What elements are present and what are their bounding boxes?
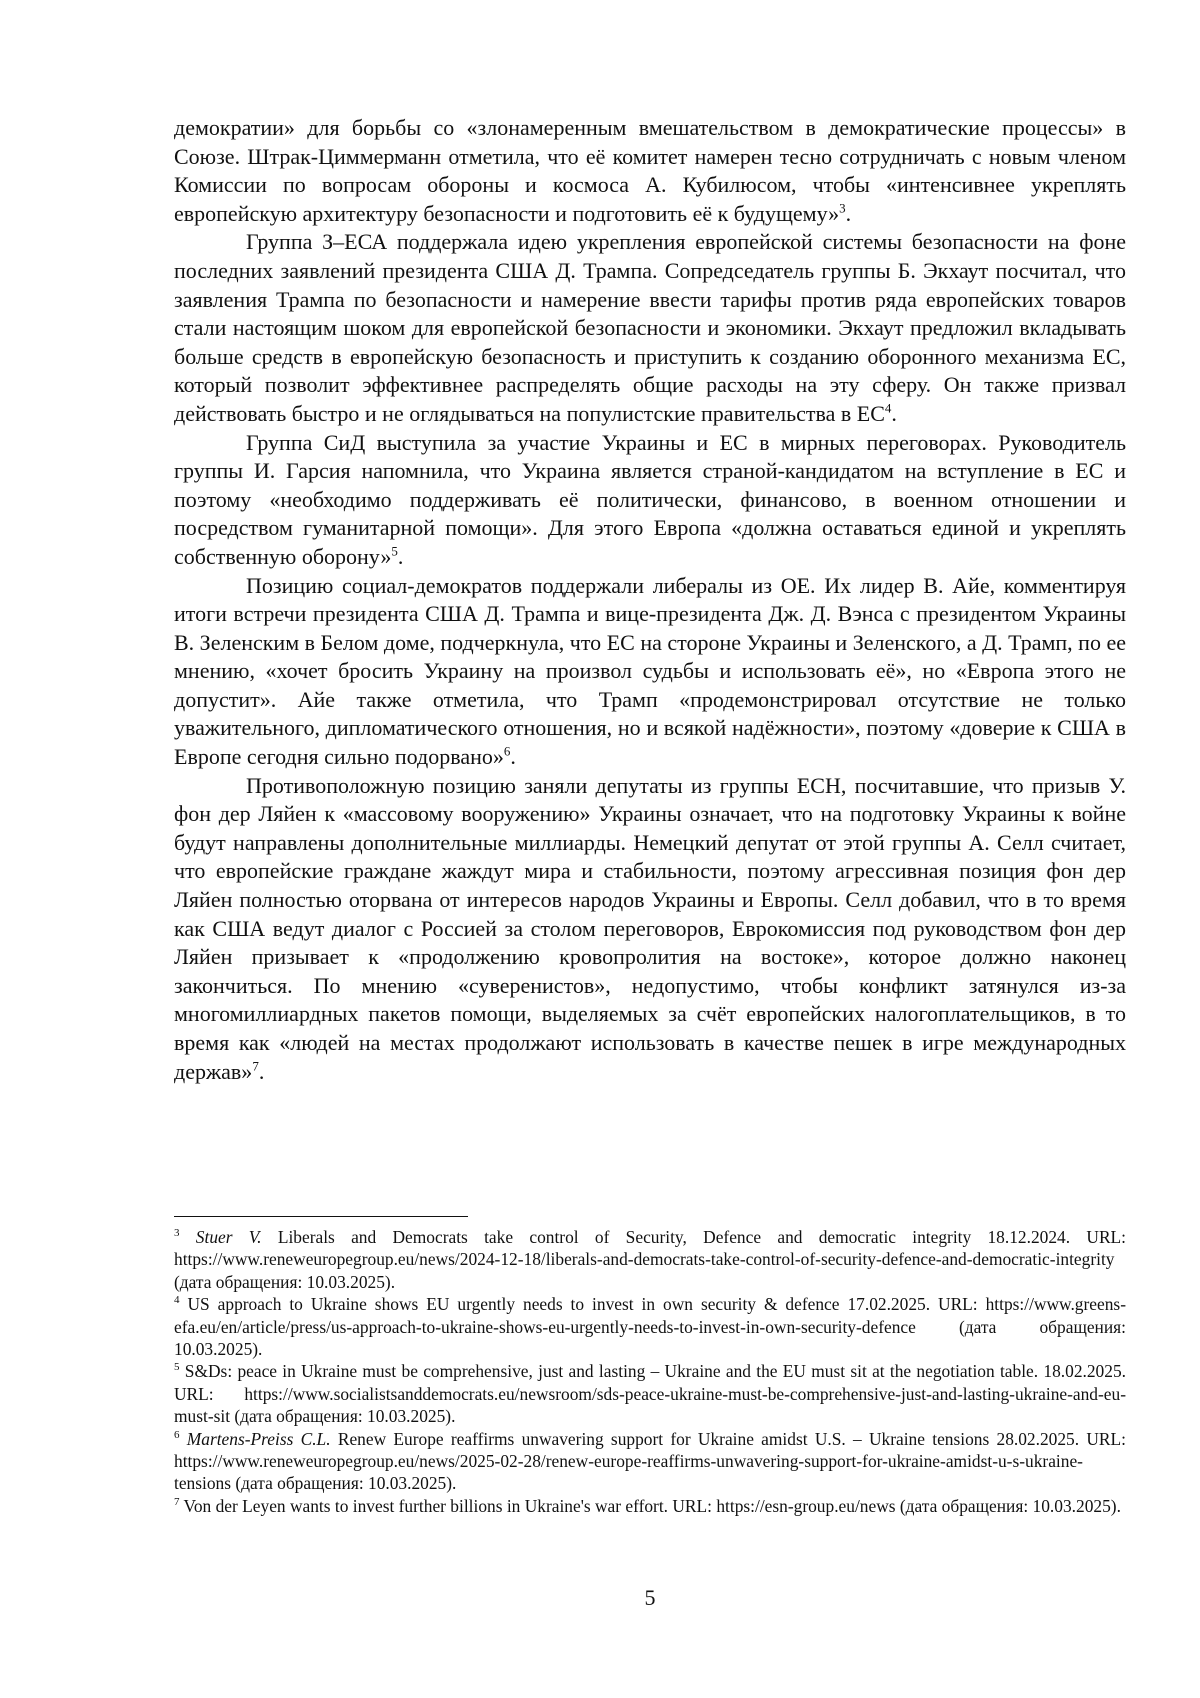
footnote-ref: 3 bbox=[839, 200, 846, 216]
footnote bbox=[174, 1226, 1126, 1293]
paragraph: демократии» для борьбы со «злонамеренным вмешательством в демократические процессы» в Союзе. Штрак-Циммерманн отметила, что её комитет намерен тесно сотрудничать с новым членом Комиссии по вопросам обороны и космоса А. Кубилюсом, чтобы «интенсивнее укреплять европейскую архитектуру безопасности и подготовить её к будущему»$^3$. bbox=[174, 115, 1126, 226]
footnote-text: Liberals and Democrats take control of Security, Defence and democratic integrity 18.12.2024. URL: https://www.reneweuropegroup.eu/news/2024-12-18/liberals-and-democrats-take-control-of-security-defence-and-democratic-integrity (дата обращения: 10.03.2025). bbox=[174, 1227, 1126, 1292]
footnote-ref: 4 bbox=[884, 400, 892, 416]
footnote bbox=[174, 1360, 1126, 1427]
page-number: 5 bbox=[644, 1585, 656, 1610]
footnote-number: 4 bbox=[174, 1294, 180, 1307]
footnote-text: US approach to Ukraine shows EU urgently needs to invest in own security & defence 17.02.2025. URL: https://www.greens-efa.eu/en/article/press/us-approach-to-ukraine-shows-eu-urgently-needs-to-invest-in-own-security-defence (дата обращения: 10.03.2025). bbox=[174, 1294, 1126, 1360]
footnote-number: 6 bbox=[174, 1428, 180, 1441]
paragraph: Позицию социал-демократов поддержали либералы из ОЕ. Их лидер В. Айе, комментируя итоги встречи президента США Д. Трампа и вице-президента Дж. Д. Вэнса с президентом Украины В. Зеленским в Белом доме, подчеркнула, что ЕС на стороне Украины и Зеленского, а Д. Трамп, по ее мнению, «хочет бросить Украину на произвол судьбы и использовать её», но «Европа этого не допустит». Айе также отметила, что Трамп «продемонстрировал отсутствие не только уважительного, дипломатического отношения, но и всякой надёжности», поэтому «доверие к США в Европе сегодня сильно подорвано»$^6$. bbox=[174, 572, 1126, 770]
paragraph-text: Группа СиД выступила за участие Украины и ЕС в мирных переговорах. Руководитель группы И. Гарсия напомнила, что Украина является страной-кандидатом на вступление в ЕС и поэтому «необходимо поддерживать её политически, финансово, в военном отношении и посредством гуманитарной помощи». Для этого Европа «должна оставаться единой и укреплять собственную оборону» bbox=[174, 429, 1126, 569]
footnote-author: Stuer V. bbox=[195, 1227, 262, 1247]
footnote-ref: 7 bbox=[252, 1058, 259, 1074]
paragraph: Группа З–ЕСА поддержала идею укрепления европейской системы безопасности на фоне последних заявлений президента США Д. Трампа. Сопредседатель группы Б. Экхаут посчитал, что заявления Трампа по безопасности и намерение ввести тарифы против ряда европейских товаров стали настоящим шоком для европейской безопасности и экономики. Экхаут предложил вкладывать больше средств в европейскую безопасность и приступить к созданию оборонного механизма ЕС, который позволит эффективнее распределять общие расходы на эту сферу. Он также призвал действовать быстро и не оглядываться на популистские правительства в $ЕС^4$. bbox=[174, 229, 1126, 426]
footnote-ref: 6 bbox=[503, 743, 511, 759]
footnote-number: 5 bbox=[174, 1361, 180, 1374]
footnote-text: Von der Leyen wants to invest further billions in Ukraine's war effort. URL: https://esn-group.eu/news (дата обращения: 10.03.2025). bbox=[183, 1495, 1121, 1516]
footnote-author: Martens-Preiss C.L. bbox=[186, 1428, 331, 1449]
paragraph-text: демократии» для борьбы со «злонамеренным вмешательством в демократические процессы» в Союзе. Штрак-Циммерманн отметила, что её комитет намерен тесно сотрудничать с новым членом Комиссии по вопросам обороны и космоса А. Кубилюсом, чтобы «интенсивнее укреплять европейскую архитектуру безопасности и подготовить её к будущему» bbox=[174, 115, 1126, 226]
paragraph-text: Противоположную позицию заняли депутаты из группы ЕСН, посчитавшие, что призыв У. фон дер Ляйен к «массовому вооружению» Украины означает, что на подготовку Украины к войне будут направлены дополнительные миллиарды. Немецкий депутат от этой группы А. Селл считает, что европейские граждане жаждут мира и стабильности, поэтому агрессивная позиция фон дер Ляйен полностью оторвана от интересов народов Украины и Европы. Селл добавил, что в то время как США ведут диалог с Россией за столом переговоров, Еврокомиссия под руководством фон дер Ляйен призывает к «продолжению кровопролития на востоке», которое должно наконец закончиться. По мнению «суверенистов», недопустимо, чтобы конфликт затянулся из-за многомиллиардных пакетов помощи, выделяемых за счёт европейских налогоплательщиков, в то время как «людей на местах продолжают использовать в качестве пешек в игре международных держав» bbox=[174, 772, 1126, 1084]
paragraph-text: Группа З–ЕСА поддержала идею укрепления европейской системы безопасности на фоне последних заявлений президента США Д. Трампа. Сопредседатель группы Б. Экхаут посчитал, что заявления Трампа по безопасности и намерение ввести тарифы против ряда европейских товаров стали настоящим шоком для европейской безопасности и экономики. Экхаут предложил вкладывать больше средств в европейскую безопасность и приступить к созданию оборонного механизма ЕС, который позволит эффективнее распределять общие расходы на эту сферу. Он также призвал действовать быстро и не оглядываться на популистские правительства в ЕС bbox=[174, 229, 1126, 426]
footnote bbox=[174, 1428, 1126, 1495]
footnote bbox=[174, 1293, 1126, 1360]
footnote-text: S&Ds: peace in Ukraine must be comprehensive, just and lasting – Ukraine and the EU must sit at the negotiation table. 18.02.2025. URL: https://www.socialistsanddemocrats.eu/newsroom/sds-peace-ukraine-must-be-comprehensive-just-and-lasting-ukraine-and-eu-must-sit (дата обращения: 10.03.2025). bbox=[174, 1361, 1126, 1427]
footnote bbox=[174, 1495, 1126, 1517]
footnote-divider bbox=[174, 1216, 468, 1217]
footnote-ref: 5 bbox=[391, 543, 398, 559]
footnote-number: 7 bbox=[174, 1496, 180, 1509]
footnote-number: 3 bbox=[174, 1227, 180, 1240]
paragraph-text: Позицию социал-демократов поддержали либералы из ОЕ. Их лидер В. Айе, комментируя итоги встречи президента США Д. Трампа и вице-президента Дж. Д. Вэнса с президентом Украины В. Зеленским в Белом доме, подчеркнула, что ЕС на стороне Украины и Зеленского, а Д. Трамп, по ее мнению, «хочет бросить Украину на произвол судьбы и использовать её», но «Европа этого не допустит». Айе также отметила, что Трамп «продемонстрировал отсутствие не только уважительного, дипломатического отношения, но и всякой надёжности», поэтому «доверие к США в Европе сегодня сильно подорвано» bbox=[174, 572, 1126, 770]
paragraph: Противоположную позицию заняли депутаты из группы ЕСН, посчитавшие, что призыв У. фон дер Ляйен к «массовому вооружению» Украины означает, что на подготовку Украины к войне будут направлены дополнительные миллиарды. Немецкий депутат от этой группы А. Селл считает, что европейские граждане жаждут мира и стабильности, поэтому агрессивная позиция фон дер Ляйен полностью оторвана от интересов народов Украины и Европы. Селл добавил, что в то время как США ведут диалог с Россией за столом переговоров, Еврокомиссия под руководством фон дер Ляйен призывает к «продолжению кровопролития на востоке», которое должно наконец закончиться. По мнению «суверенистов», недопустимо, чтобы конфликт затянулся из-за многомиллиардных пакетов помощи, выделяемых за счёт европейских налогоплательщиков, в то время как «людей на местах продолжают использовать в качестве пешек в игре международных держав»$^7$. bbox=[174, 772, 1126, 1084]
footnotes bbox=[174, 1226, 1126, 1517]
body-text bbox=[174, 114, 1126, 1086]
footnote-text: Renew Europe reaffirms unwavering support for Ukraine amidst U.S. – Ukraine tensions 28.02.2025. URL: https://www.reneweuropegroup.eu/news/2025-02-28/renew-europe-reaffirms-unwavering-support-for-ukraine-amidst-u-s-ukraine-tensions (дата обращения: 10.03.2025). bbox=[174, 1428, 1126, 1494]
paragraph: Группа СиД выступила за участие Украины и ЕС в мирных переговорах. Руководитель группы И. Гарсия напомнила, что Украина является страной-кандидатом на вступление в ЕС и поэтому «необходимо поддерживать её политически, финансово, в военном отношении и посредством гуманитарной помощи». Для этого Европа «должна оставаться единой и укреплять собственную оборону»$^5$. bbox=[174, 429, 1126, 569]
